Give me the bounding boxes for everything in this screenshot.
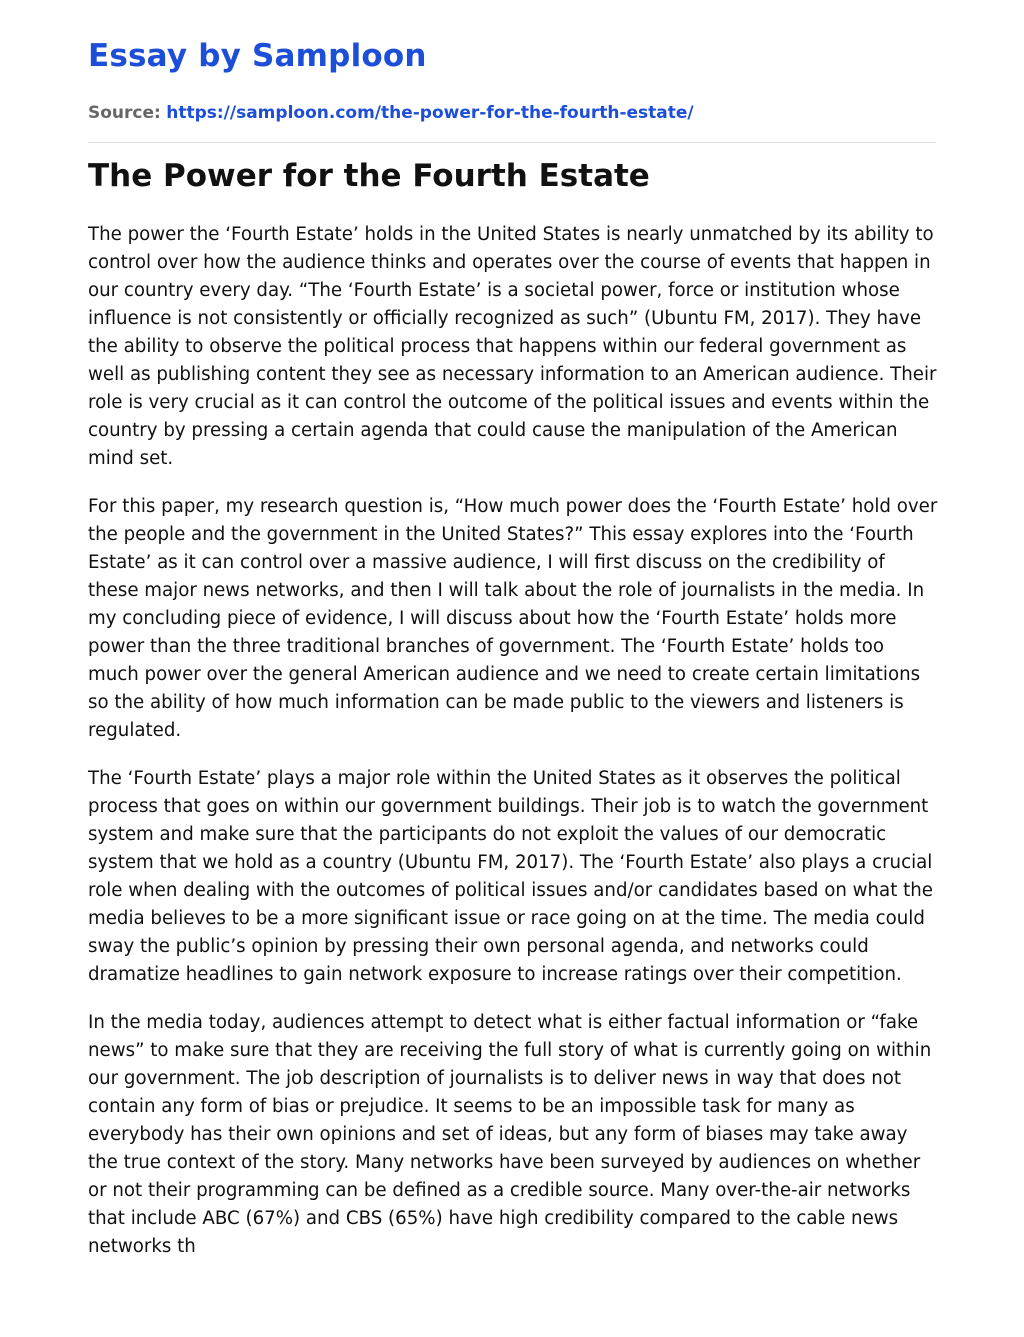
essay-body bbox=[88, 221, 938, 1281]
paragraph-3: The ‘Fourth Estate’ plays a major role within the United States as it observes the political process that goes on within our government buildings. Their job is to watch the government system and make sure that the participants do not exploit the values of our democratic system that we hold as a country (Ubuntu FM, 2017). The ‘Fourth Estate’ also plays a crucial role when dealing with the outcomes of political issues and/or candidates based on what the media believes to be a more significant issue or race going on at the time. The media could sway the public’s opinion by pressing their own personal agenda, and networks could dramatize headlines to gain network exposure to increase ratings over their competition. bbox=[88, 768, 933, 985]
paragraph-1: The power the ‘Fourth Estate’ holds in the United States is nearly unmatched by its ability to control over how the audience thinks and operates over the course of events that happen in our country every day. “The ‘Fourth Estate’ is a societal power, force or institution whose influence is not consistently or officially recognized as such” (Ubuntu FM, 2017). They have the ability to observe the political process that happens within our federal government as well as publishing content they see as necessary information to an American audience. Their role is very crucial as it can control the outcome of the political issues and events within the country by pressing a certain agenda that could cause the manipulation of the American mind set. bbox=[88, 224, 937, 469]
source-link[interactable]: https://samploon.com/the-power-for-the-fourth-estate/ bbox=[166, 103, 694, 123]
site-brand: Essay by Samploon bbox=[88, 38, 427, 74]
source-line bbox=[88, 101, 694, 125]
essay-title: The Power for the Fourth Estate bbox=[88, 158, 650, 194]
paragraph-2: For this paper, my research question is, “How much power does the ‘Fourth Estate’ hold over the people and the government in the United States?” This essay explores into the ‘Fourth Estate’ as it can control over a massive audience, I will first discuss on the credibility of these major news networks, and then I will talk about the role of journalists in the media. In my concluding piece of evidence, I will discuss about how the ‘Fourth Estate’ holds more power than the three traditional branches of government. The ‘Fourth Estate’ holds too much power over the general American audience and we need to create certain limitations so the ability of how much information can be made public to the viewers and listeners is regulated. bbox=[88, 496, 938, 741]
source-label: Source: bbox=[88, 103, 161, 123]
paragraph-4: In the media today, audiences attempt to detect what is either factual information or “fake news” to make sure that they are receiving the full story of what is currently going on within our government. The job description of journalists is to deliver news in way that does not contain any form of bias or prejudice. It seems to be an impossible task for many as everybody has their own opinions and set of ideas, but any form of biases may take away the true context of the story. Many networks have been surveyed by audiences on whether or not their programming can be defined as a credible source. Many over-the-air networks that include ABC (67%) and CBS (65%) have high credibility compared to the cable news networks th bbox=[88, 1012, 932, 1257]
header-divider bbox=[88, 142, 936, 143]
